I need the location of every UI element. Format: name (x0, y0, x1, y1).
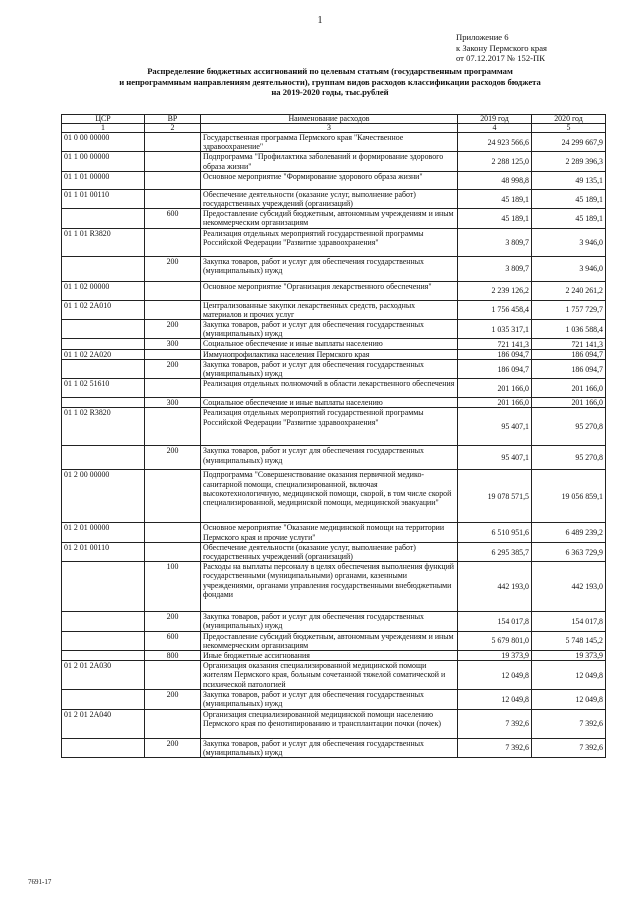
csr-cell: 01 1 01 R3820 (62, 228, 145, 256)
name-cell: Социальное обеспечение и иные выплаты населению (201, 398, 458, 408)
amount-2020-cell: 95 270,8 (532, 446, 606, 470)
appendix-line: к Закону Пермского края (456, 42, 547, 53)
amount-2019-cell: 201 166,0 (458, 398, 532, 408)
name-cell: Расходы на выплаты персоналу в целях обеспечения выполнения функций государственными (муниципальными) органами, казенными учреждениями, органами управления государственными внебюджетными фондами (201, 562, 458, 612)
name-cell: Реализация отдельных мероприятий государственной программы Российской Федерации "Развитие здравоохранения" (201, 408, 458, 446)
vr-cell: 200 (145, 612, 201, 631)
table-row (62, 281, 606, 300)
amount-2019-cell: 95 407,1 (458, 446, 532, 470)
header-2020: 2020 год (532, 115, 606, 124)
amount-2020-cell: 442 193,0 (532, 562, 606, 612)
name-cell: Иные бюджетные ассигнования (201, 651, 458, 661)
table-header (62, 115, 606, 133)
table-row (62, 209, 606, 228)
amount-2019-cell: 186 094,7 (458, 349, 532, 359)
name-cell: Подпрограмма "Совершенствование оказания первичной медико-санитарной помощи, специализированной, включая высокотехнологичную, медицинской помощи, скорой, в том числе скорой специализированной, медицинской помощи, медицинской эвакуации" (201, 470, 458, 523)
csr-cell (62, 209, 145, 228)
name-cell: Закупка товаров, работ и услуг для обеспечения государственных (муниципальных) нужд (201, 446, 458, 470)
vr-cell: 300 (145, 398, 201, 408)
amount-2019-cell: 442 193,0 (458, 562, 532, 612)
vr-cell: 200 (145, 738, 201, 757)
amount-2020-cell: 201 166,0 (532, 379, 606, 398)
amount-2019-cell: 45 189,1 (458, 209, 532, 228)
amount-2019-cell: 3 809,7 (458, 228, 532, 256)
amount-2019-cell: 12 049,8 (458, 661, 532, 690)
name-cell: Закупка товаров, работ и услуг для обеспечения государственных (муниципальных) нужд (201, 256, 458, 281)
name-cell: Реализация отдельных полномочий в области лекарственного обеспечения (201, 379, 458, 398)
vr-cell (145, 349, 201, 359)
vr-cell: 100 (145, 562, 201, 612)
table-row (62, 171, 606, 189)
table-row (62, 189, 606, 208)
table-row (62, 631, 606, 650)
table-row (62, 339, 606, 349)
document-title (95, 66, 565, 98)
table-row (62, 359, 606, 378)
csr-cell: 01 2 01 00000 (62, 523, 145, 542)
table-row (62, 661, 606, 690)
amount-2020-cell: 19 056 859,1 (532, 470, 606, 523)
table-row (62, 133, 606, 152)
amount-2020-cell: 721 141,3 (532, 339, 606, 349)
amount-2019-cell: 7 392,6 (458, 738, 532, 757)
amount-2019-cell: 6 295 385,7 (458, 542, 532, 561)
header-number: 5 (532, 124, 606, 133)
vr-cell: 200 (145, 359, 201, 378)
csr-cell (62, 398, 145, 408)
table-row (62, 542, 606, 561)
header-number: 3 (201, 124, 458, 133)
table-row (62, 320, 606, 339)
vr-cell (145, 281, 201, 300)
amount-2020-cell: 24 299 667,9 (532, 133, 606, 152)
budget-table (61, 114, 606, 758)
csr-cell: 01 1 01 00110 (62, 189, 145, 208)
amount-2020-cell: 3 946,0 (532, 228, 606, 256)
amount-2020-cell: 19 373,9 (532, 651, 606, 661)
amount-2020-cell: 12 049,8 (532, 661, 606, 690)
csr-cell: 01 1 02 R3820 (62, 408, 145, 446)
table-body (62, 133, 606, 758)
header-number: 4 (458, 124, 532, 133)
name-cell: Основное мероприятие "Оказание медицинской помощи на территории Пермского края и прочие услуги" (201, 523, 458, 542)
vr-cell (145, 171, 201, 189)
table-row (62, 651, 606, 661)
amount-2020-cell: 5 748 145,2 (532, 631, 606, 650)
name-cell: Организация оказания специализированной медицинской помощи жителям Пермского края, больным сочетанной тяжелой соматической и психической патологией (201, 661, 458, 690)
amount-2019-cell: 3 809,7 (458, 256, 532, 281)
name-cell: Закупка товаров, работ и услуг для обеспечения государственных (муниципальных) нужд (201, 738, 458, 757)
table-row (62, 446, 606, 470)
name-cell: Централизованные закупки лекарственных средств, расходных материалов и прочих услуг (201, 300, 458, 319)
vr-cell (145, 152, 201, 171)
amount-2020-cell: 6 363 729,9 (532, 542, 606, 561)
name-cell: Предоставление субсидий бюджетным, автономным учреждениям и иным некоммерческим организациям (201, 631, 458, 650)
amount-2019-cell: 721 141,3 (458, 339, 532, 349)
table-row (62, 152, 606, 171)
amount-2020-cell: 3 946,0 (532, 256, 606, 281)
table-row (62, 470, 606, 523)
amount-2020-cell: 1 036 588,4 (532, 320, 606, 339)
csr-cell: 01 1 02 2A010 (62, 300, 145, 319)
amount-2020-cell: 45 189,1 (532, 189, 606, 208)
header-number-row (62, 124, 606, 133)
amount-2019-cell: 19 078 571,5 (458, 470, 532, 523)
vr-cell: 600 (145, 631, 201, 650)
csr-cell: 01 1 02 2A020 (62, 349, 145, 359)
table-row (62, 523, 606, 542)
vr-cell (145, 300, 201, 319)
csr-cell (62, 359, 145, 378)
amount-2020-cell: 12 049,8 (532, 690, 606, 709)
name-cell: Социальное обеспечение и иные выплаты населению (201, 339, 458, 349)
table-row (62, 228, 606, 256)
amount-2020-cell: 6 489 239,2 (532, 523, 606, 542)
csr-cell (62, 446, 145, 470)
amount-2019-cell: 2 239 126,2 (458, 281, 532, 300)
appendix-line: Приложение 6 (456, 32, 509, 42)
name-cell: Иммунопрофилактика населения Пермского края (201, 349, 458, 359)
vr-cell (145, 542, 201, 561)
title-line: и непрограммным направлениям деятельности), группам видов расходов классификации расходов бюджета (119, 76, 541, 87)
footer-code: 7691-17 (28, 878, 52, 886)
amount-2019-cell: 7 392,6 (458, 709, 532, 738)
header-vr: ВР (145, 115, 201, 124)
amount-2020-cell: 49 135,1 (532, 171, 606, 189)
amount-2020-cell: 201 166,0 (532, 398, 606, 408)
amount-2019-cell: 48 998,8 (458, 171, 532, 189)
amount-2019-cell: 19 373,9 (458, 651, 532, 661)
vr-cell (145, 709, 201, 738)
vr-cell: 300 (145, 339, 201, 349)
vr-cell (145, 379, 201, 398)
amount-2019-cell: 6 510 951,6 (458, 523, 532, 542)
csr-cell (62, 651, 145, 661)
amount-2020-cell: 186 094,7 (532, 359, 606, 378)
amount-2019-cell: 5 679 801,0 (458, 631, 532, 650)
csr-cell (62, 612, 145, 631)
amount-2020-cell: 7 392,6 (532, 738, 606, 757)
csr-cell: 01 2 01 00110 (62, 542, 145, 561)
amount-2019-cell: 95 407,1 (458, 408, 532, 446)
name-cell: Обеспечение деятельности (оказание услуг, выполнение работ) государственных учреждений (организаций) (201, 542, 458, 561)
vr-cell: 200 (145, 320, 201, 339)
header-row (62, 115, 606, 124)
vr-cell (145, 133, 201, 152)
csr-cell: 01 2 00 00000 (62, 470, 145, 523)
amount-2019-cell: 186 094,7 (458, 359, 532, 378)
table-row (62, 408, 606, 446)
csr-cell (62, 631, 145, 650)
table-row (62, 562, 606, 612)
table-row (62, 612, 606, 631)
header-number: 2 (145, 124, 201, 133)
name-cell: Обеспечение деятельности (оказание услуг, выполнение работ) государственных учреждений (организаций) (201, 189, 458, 208)
csr-cell: 01 0 00 00000 (62, 133, 145, 152)
csr-cell (62, 320, 145, 339)
vr-cell (145, 470, 201, 523)
appendix-block (456, 32, 547, 64)
csr-cell: 01 2 01 2A040 (62, 709, 145, 738)
name-cell: Закупка товаров, работ и услуг для обеспечения государственных (муниципальных) нужд (201, 320, 458, 339)
vr-cell: 200 (145, 690, 201, 709)
amount-2020-cell: 7 392,6 (532, 709, 606, 738)
csr-cell (62, 256, 145, 281)
table-row (62, 690, 606, 709)
header-number: 1 (62, 124, 145, 133)
table-row (62, 398, 606, 408)
amount-2020-cell: 1 757 729,7 (532, 300, 606, 319)
csr-cell (62, 690, 145, 709)
csr-cell (62, 339, 145, 349)
table-row (62, 709, 606, 738)
title-line: на 2019-2020 годы, тыс.рублей (271, 87, 389, 98)
name-cell: Реализация отдельных мероприятий государственной программы Российской Федерации "Развитие здравоохранения" (201, 228, 458, 256)
table-row (62, 349, 606, 359)
table-row (62, 256, 606, 281)
vr-cell: 200 (145, 446, 201, 470)
vr-cell (145, 523, 201, 542)
appendix-line: от 07.12.2017 № 152-ПК (456, 53, 545, 63)
table-row (62, 738, 606, 757)
name-cell: Закупка товаров, работ и услуг для обеспечения государственных (муниципальных) нужд (201, 690, 458, 709)
csr-cell (62, 562, 145, 612)
vr-cell (145, 661, 201, 690)
amount-2020-cell: 2 289 396,3 (532, 152, 606, 171)
name-cell: Основное мероприятие "Организация лекарственного обеспечения" (201, 281, 458, 300)
amount-2020-cell: 2 240 261,2 (532, 281, 606, 300)
csr-cell: 01 2 01 2A030 (62, 661, 145, 690)
name-cell: Государственная программа Пермского края "Качественное здравоохранение" (201, 133, 458, 152)
vr-cell (145, 408, 201, 446)
name-cell: Закупка товаров, работ и услуг для обеспечения государственных (муниципальных) нужд (201, 359, 458, 378)
table-row (62, 300, 606, 319)
amount-2020-cell: 95 270,8 (532, 408, 606, 446)
amount-2019-cell: 45 189,1 (458, 189, 532, 208)
name-cell: Организация специализированной медицинской помощи населению Пермского края по фенотипированию и трансплантации почки (почек) (201, 709, 458, 738)
amount-2020-cell: 154 017,8 (532, 612, 606, 631)
csr-cell: 01 1 01 00000 (62, 171, 145, 189)
csr-cell: 01 1 02 51610 (62, 379, 145, 398)
csr-cell (62, 738, 145, 757)
amount-2019-cell: 1 756 458,4 (458, 300, 532, 319)
header-csr: ЦСР (62, 115, 145, 124)
page-number: 1 (317, 15, 323, 26)
vr-cell (145, 228, 201, 256)
amount-2019-cell: 2 288 125,0 (458, 152, 532, 171)
amount-2020-cell: 186 094,7 (532, 349, 606, 359)
amount-2019-cell: 24 923 566,6 (458, 133, 532, 152)
header-name: Наименование расходов (201, 115, 458, 124)
vr-cell: 200 (145, 256, 201, 281)
header-2019: 2019 год (458, 115, 532, 124)
amount-2019-cell: 1 035 317,1 (458, 320, 532, 339)
amount-2019-cell: 154 017,8 (458, 612, 532, 631)
amount-2019-cell: 201 166,0 (458, 379, 532, 398)
amount-2019-cell: 12 049,8 (458, 690, 532, 709)
title-line: Распределение бюджетных ассигнований по целевым статьям (государственным программам (147, 66, 513, 76)
name-cell: Подпрограмма "Профилактика заболеваний и формирование здорового образа жизни" (201, 152, 458, 171)
vr-cell: 800 (145, 651, 201, 661)
csr-cell: 01 1 02 00000 (62, 281, 145, 300)
name-cell: Основное мероприятие "Формирование здорового образа жизни" (201, 171, 458, 189)
vr-cell: 600 (145, 209, 201, 228)
amount-2020-cell: 45 189,1 (532, 209, 606, 228)
csr-cell: 01 1 00 00000 (62, 152, 145, 171)
vr-cell (145, 189, 201, 208)
name-cell: Закупка товаров, работ и услуг для обеспечения государственных (муниципальных) нужд (201, 612, 458, 631)
name-cell: Предоставление субсидий бюджетным, автономным учреждениям и иным некоммерческим организациям (201, 209, 458, 228)
table-row (62, 379, 606, 398)
